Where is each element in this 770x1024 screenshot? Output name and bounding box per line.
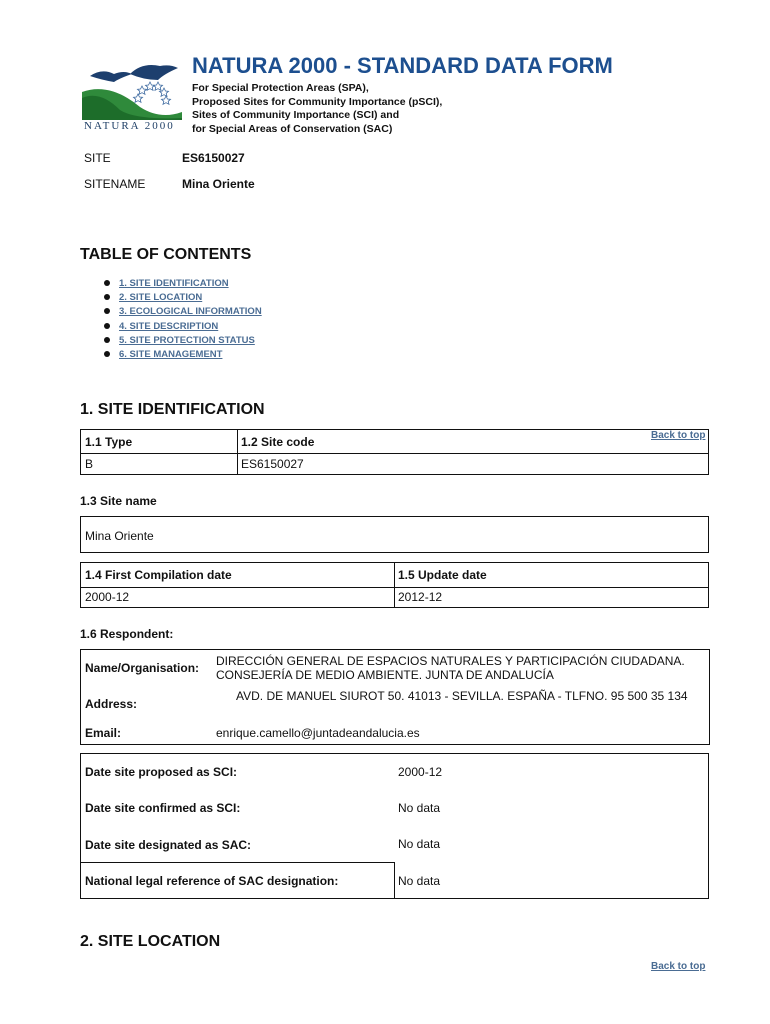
first-compilation-label: 1.4 First Compilation date [85,568,232,582]
date-designated-value: No data [398,837,441,851]
address-value: AVD. DE MANUEL SIUROT 50. 41013 - SEVILLA. ESPAÑA - TLFNO. 95 500 35 134 [236,689,688,703]
toc-link-site-location[interactable]: 2. SITE LOCATION [119,292,203,304]
email-value: enrique.camello@juntadeandalucia.es [216,726,420,740]
subtitle-line: Sites of Community Importance (SCI) and [192,109,400,121]
section-2-title: 2. SITE LOCATION [80,933,221,950]
type-value: B [85,457,94,471]
bullet-icon [104,351,110,357]
update-date-value: 2012-12 [398,590,443,604]
bullet-icon [104,308,110,314]
site-name-label: 1.3 Site name [80,494,157,508]
date-confirmed-value: No data [398,801,441,815]
bullet-icon [104,337,110,343]
subtitle [192,82,442,136]
legal-reference-value: No data [398,874,441,888]
toc-list [104,278,262,363]
site-name-box [80,516,709,553]
update-date-label: 1.5 Update date [398,568,487,582]
type-code-table [80,429,709,475]
toc-link-site-description[interactable]: 4. SITE DESCRIPTION [119,320,219,332]
site-value: ES6150027 [182,151,245,165]
logo-caption: NATURA 2000 [84,120,175,132]
subtitle-line: For Special Protection Areas (SPA), [192,82,369,94]
respondent-label: 1.6 Respondent: [80,627,174,641]
date-proposed-value: 2000-12 [398,765,443,779]
toc-item [104,306,262,320]
site-name-value: Mina Oriente [85,529,154,543]
toc-link-site-management[interactable]: 6. SITE MANAGEMENT [119,348,223,360]
toc-link-site-protection-status[interactable]: 5. SITE PROTECTION STATUS [119,334,255,346]
back-to-top-link[interactable]: Back to top [651,430,706,441]
date-proposed-label: Date site proposed as SCI: [85,765,238,779]
toc-item [104,321,262,335]
subtitle-line: Proposed Sites for Community Importance (pSCI), [192,95,443,108]
subtitle-line: for Special Areas of Conservation (SAC) [192,122,393,135]
code-label: 1.2 Site code [241,435,315,449]
bullet-icon [104,294,110,300]
toc-title: TABLE OF CONTENTS [80,246,252,263]
legal-reference-label: National legal reference of SAC designation: [85,874,339,888]
email-label: Email: [85,726,122,740]
page-title: NATURA 2000 - STANDARD DATA FORM [192,53,613,78]
toc-link-ecological-information[interactable]: 3. ECOLOGICAL INFORMATION [119,306,262,318]
first-compilation-value: 2000-12 [85,590,130,604]
bullet-icon [104,280,110,286]
date-confirmed-label: Date site confirmed as SCI: [85,801,241,815]
toc-item [104,292,262,306]
site-label: SITE [84,151,111,165]
toc-item [104,278,262,292]
org-value: DIRECCIÓN GENERAL DE ESPACIOS NATURALES Y PARTICIPACIÓN CIUDADANA. CONSEJERÍA DE MEDIO AMBIENTE. JUNTA DE ANDALUCÍA [216,654,685,682]
toc-item [104,349,262,363]
type-label: 1.1 Type [85,435,133,449]
sitename-label: SITENAME [84,177,146,191]
bullet-icon [104,323,110,329]
back-to-top-link[interactable]: Back to top [651,961,706,972]
toc-item [104,335,262,349]
section-1-title: 1. SITE IDENTIFICATION [80,401,265,418]
code-value: ES6150027 [241,457,304,471]
address-label: Address: [85,697,138,711]
date-designated-label: Date site designated as SAC: [85,838,252,852]
toc-link-site-identification[interactable]: 1. SITE IDENTIFICATION [119,278,229,289]
org-label: Name/Organisation: [85,661,200,675]
sitename-value: Mina Oriente [182,177,255,191]
